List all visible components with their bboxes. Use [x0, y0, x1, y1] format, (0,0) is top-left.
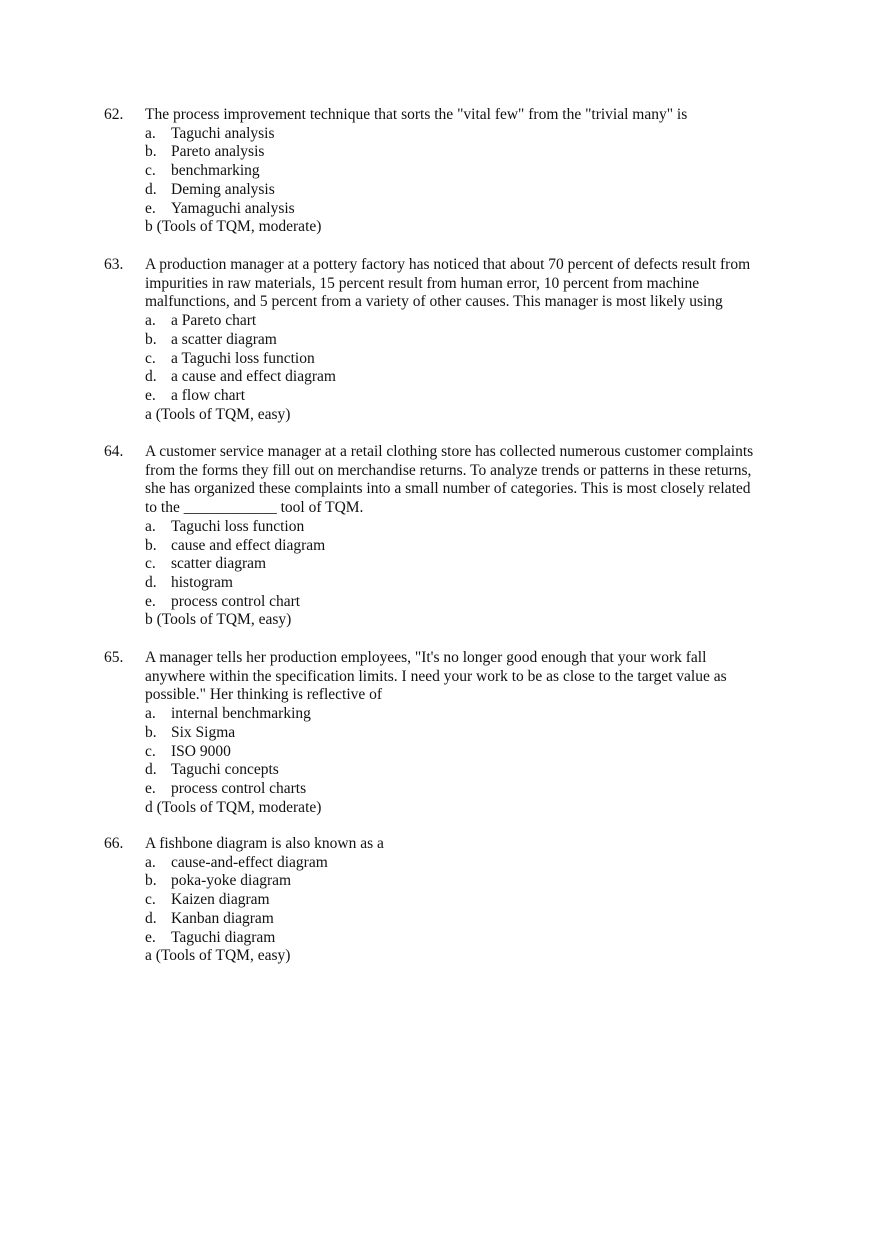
option-text: a cause and effect diagram: [171, 368, 336, 386]
option-d: [145, 574, 880, 593]
option-text: internal benchmarking: [171, 705, 311, 723]
question-stem-line: A customer service manager at a retail clothing store has collected numerous customer complaints: [145, 443, 754, 460]
option-letter: a.: [145, 312, 156, 330]
option-text: benchmarking: [171, 162, 260, 180]
answer-options: [145, 518, 880, 612]
question-62: [0, 106, 880, 237]
answer-options: [145, 125, 880, 219]
option-letter: d.: [145, 573, 157, 591]
answer-options: [145, 705, 880, 799]
answer-key: a (Tools of TQM, easy): [145, 405, 291, 423]
option-b: [145, 143, 880, 162]
option-e: [145, 200, 880, 219]
option-letter: c.: [145, 891, 156, 909]
option-letter: c.: [145, 742, 156, 760]
option-letter: b.: [145, 723, 157, 741]
option-b: [145, 872, 880, 891]
option-text: cause and effect diagram: [171, 536, 326, 554]
question-number: 62.: [104, 106, 124, 123]
option-text: cause-and-effect diagram: [171, 853, 328, 871]
option-c: [145, 350, 880, 369]
option-letter: e.: [145, 386, 156, 404]
option-letter: a.: [145, 517, 156, 535]
option-e: [145, 929, 880, 948]
option-letter: d.: [145, 761, 157, 779]
option-b: [145, 331, 880, 350]
option-letter: e.: [145, 928, 156, 946]
question-number: 66.: [104, 835, 124, 852]
option-text: process control chart: [171, 592, 301, 610]
option-text: scatter diagram: [171, 555, 267, 573]
option-text: Yamaguchi analysis: [171, 199, 295, 217]
question-63: [0, 256, 880, 424]
answer-options: [145, 854, 880, 948]
option-letter: b.: [145, 330, 157, 348]
option-text: a scatter diagram: [171, 330, 277, 348]
question-stem: [145, 649, 775, 705]
question-66: [0, 835, 880, 966]
option-text: a Taguchi loss function: [171, 349, 315, 367]
option-text: Kanban diagram: [171, 909, 274, 927]
option-text: Taguchi loss function: [171, 517, 305, 535]
option-c: [145, 162, 880, 181]
option-text: Taguchi diagram: [171, 928, 276, 946]
option-a: [145, 518, 880, 537]
option-text: histogram: [171, 573, 233, 591]
option-letter: d.: [145, 909, 157, 927]
option-b: [145, 537, 880, 556]
option-e: [145, 780, 880, 799]
question-stem-line: The process improvement technique that sorts the "vital few" from the "trivial many" is: [145, 106, 688, 123]
option-text: Deming analysis: [171, 180, 275, 198]
answer-key: d (Tools of TQM, moderate): [145, 798, 322, 816]
option-text: Six Sigma: [171, 723, 236, 741]
option-letter: e.: [145, 779, 156, 797]
question-number: 63.: [104, 256, 124, 273]
option-b: [145, 724, 880, 743]
question-stem: [145, 443, 775, 518]
question-stem-line: A manager tells her production employees, "It's no longer good enough that your work fall: [145, 649, 707, 666]
option-text: a Pareto chart: [171, 312, 257, 330]
option-letter: e.: [145, 199, 156, 217]
option-a: [145, 312, 880, 331]
option-text: Kaizen diagram: [171, 891, 270, 909]
option-c: [145, 891, 880, 910]
option-letter: b.: [145, 143, 157, 161]
answer-key: a (Tools of TQM, easy): [145, 947, 291, 965]
option-letter: e.: [145, 592, 156, 610]
option-letter: a.: [145, 705, 156, 723]
answer-options: [145, 312, 880, 406]
option-c: [145, 555, 880, 574]
option-letter: c.: [145, 349, 156, 367]
option-d: [145, 761, 880, 780]
question-stem-line: anywhere within the specification limits. I need your work to be as close to the target value as: [145, 667, 727, 685]
question-stem-line: she has organized these complaints into a small number of categories. This is most closely related: [145, 480, 751, 498]
option-text: ISO 9000: [171, 742, 231, 760]
question-65: [0, 649, 880, 817]
option-letter: b.: [145, 872, 157, 890]
option-text: a flow chart: [171, 386, 246, 404]
question-number: 64.: [104, 443, 124, 460]
question-stem: [145, 835, 775, 854]
option-letter: d.: [145, 180, 157, 198]
question-64: [0, 443, 880, 630]
question-stem-line: impurities in raw materials, 15 percent result from human error, 10 percent from machine: [145, 274, 700, 292]
question-stem: [145, 106, 775, 125]
option-text: Taguchi concepts: [171, 761, 279, 779]
option-a: [145, 705, 880, 724]
question-stem-line: A fishbone diagram is also known as a: [145, 835, 384, 852]
option-d: [145, 368, 880, 387]
question-stem-line: possible." Her thinking is reflective of: [145, 686, 383, 704]
option-text: Taguchi analysis: [171, 124, 275, 142]
option-a: [145, 125, 880, 144]
option-text: poka-yoke diagram: [171, 872, 292, 890]
option-e: [145, 593, 880, 612]
option-text: Pareto analysis: [171, 143, 265, 161]
question-stem-line: from the forms they fill out on merchandise returns. To analyze trends or patterns in these returns,: [145, 461, 752, 479]
option-d: [145, 181, 880, 200]
option-letter: c.: [145, 555, 156, 573]
question-stem: [145, 256, 775, 312]
question-number: 65.: [104, 649, 124, 666]
question-stem-line: to the ____________ tool of TQM.: [145, 499, 364, 517]
option-a: [145, 854, 880, 873]
option-letter: a.: [145, 853, 156, 871]
question-stem-line: A production manager at a pottery factory has noticed that about 70 percent of defects result from: [145, 256, 751, 273]
answer-key: b (Tools of TQM, moderate): [145, 218, 322, 236]
option-d: [145, 910, 880, 929]
option-letter: b.: [145, 536, 157, 554]
option-letter: d.: [145, 368, 157, 386]
option-c: [145, 743, 880, 762]
option-letter: a.: [145, 124, 156, 142]
question-stem-line: malfunctions, and 5 percent from a variety of other causes. This manager is most likely using: [145, 293, 723, 311]
answer-key: b (Tools of TQM, easy): [145, 611, 292, 629]
option-text: process control charts: [171, 779, 307, 797]
option-e: [145, 387, 880, 406]
option-letter: c.: [145, 162, 156, 180]
